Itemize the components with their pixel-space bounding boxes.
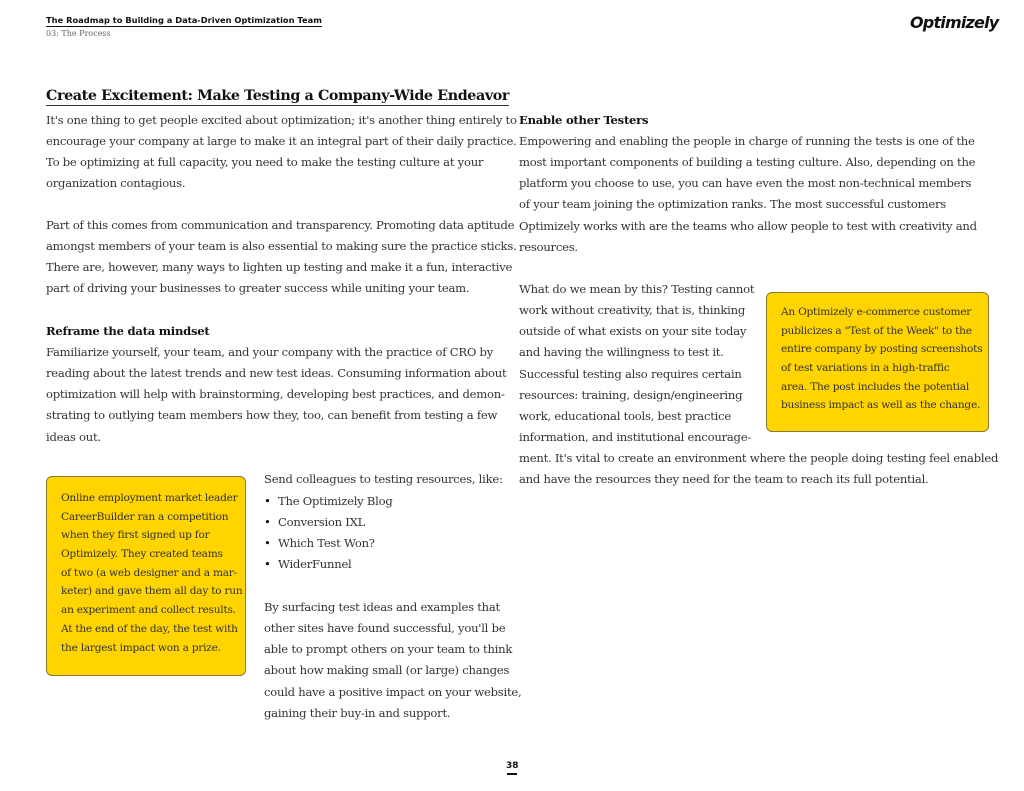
text-line: when they first signed up for (61, 529, 210, 542)
page-heading: Create Excitement: Make Testing a Company-Wide Endeavor (46, 88, 510, 104)
page-number: 38 (506, 761, 519, 771)
text-line: business impact as well as the change. (781, 399, 981, 412)
resource-item: • Conversion IXL (264, 512, 393, 533)
resource-item: • Which Test Won? (264, 533, 393, 554)
text-line: Online employment market leader (61, 492, 238, 504)
careerbuilder-callout (46, 476, 246, 676)
middle-paragraph (264, 597, 521, 724)
left-paragraph-1 (46, 110, 517, 195)
text-line: resources. (519, 239, 578, 254)
text-line: part of driving your businesses to greater success while uniting your team. (46, 281, 470, 296)
text-line: There are, however, many ways to lighten up testing and make it a fun, interactive (46, 260, 513, 275)
text-line: most important components of building a testing culture. Also, depending on the (519, 155, 976, 170)
callout-text (61, 489, 242, 657)
subheading-enable-testers: Enable other Testers (519, 113, 649, 127)
text-line: amongst members of your team is also essential to making sure the practice sticks. (46, 239, 517, 254)
text-line: resources: training, design/engineering (519, 387, 743, 402)
text-line: strating to outlying team members how they, too, can benefit from testing a few (46, 408, 498, 423)
text-line: other sites have found successful, you'll be (264, 621, 506, 636)
text-line: reading about the latest trends and new test ideas. Consuming information about (46, 366, 507, 381)
text-line: ideas out. (46, 429, 101, 444)
resource-item: • The Optimizely Blog (264, 491, 393, 512)
text-line: Optimizely. They created teams (61, 548, 223, 561)
text-line: Empowering and enabling the people in charge of running the tests is one of the (519, 134, 975, 148)
text-line: To be optimizing at full capacity, you need to make the testing culture at your (46, 155, 484, 170)
text-line: and having the willingness to test it. (519, 345, 724, 360)
text-line: entire company by posting screenshots (781, 343, 983, 356)
text-line: Optimizely works with are the teams who allow people to test with creativity and (519, 218, 977, 233)
text-line: work without creativity, that is, thinking (519, 303, 746, 318)
text-line: publicizes a "Test of the Week" to the (781, 324, 972, 337)
right-paragraph-1 (519, 131, 977, 258)
text-line: ment. It's vital to create an environment where the people doing testing feel enabled (519, 451, 999, 466)
callout-text (781, 303, 982, 415)
ecommerce-callout (766, 292, 989, 432)
text-line: the largest impact won a prize. (61, 641, 221, 654)
text-line: outside of what exists on your site today (519, 324, 747, 339)
text-line: At the end of the day, the test with (61, 622, 238, 635)
text-line: area. The post includes the potential (781, 380, 969, 393)
resources-list (264, 491, 393, 576)
text-line: able to prompt others on your team to think (264, 642, 513, 657)
text-line: information, and institutional encourage- (519, 429, 751, 444)
text-line: Familiarize yourself, your team, and your company with the practice of CRO by (46, 345, 494, 359)
resource-item: • WiderFunnel (264, 554, 393, 575)
text-line: of your team joining the optimization ranks. The most successful customers (519, 197, 946, 212)
text-line: optimization will help with brainstorming, developing best practices, and demon- (46, 387, 505, 402)
section-label: 03: The Process (46, 29, 111, 38)
left-paragraph-3 (46, 342, 506, 448)
text-line: an experiment and collect results. (61, 604, 236, 617)
text-line: work, educational tools, best practice (519, 408, 731, 423)
text-line: Successful testing also requires certain (519, 366, 742, 381)
document-title: The Roadmap to Building a Data-Driven Optimization Team (46, 15, 322, 25)
text-line: could have a positive impact on your website, (264, 684, 522, 699)
text-line: keter) and gave them all day to run (61, 585, 243, 598)
left-paragraph-2 (46, 215, 516, 300)
text-line: platform you choose to use, you can have even the most non-technical members (519, 176, 972, 191)
text-line: gaining their buy-in and support. (264, 705, 451, 720)
text-line: Part of this comes from communication and transparency. Promoting data aptitude (46, 218, 515, 232)
text-line: What do we mean by this? Testing cannot (519, 282, 755, 296)
text-line: An Optimizely e-commerce customer (781, 306, 972, 318)
text-line: and have the resources they need for the team to reach its full potential. (519, 472, 929, 487)
subheading-reframe: Reframe the data mindset (46, 324, 210, 338)
text-line: encourage your company at large to make it an integral part of their daily practice. (46, 134, 517, 149)
text-line: It's one thing to get people excited about optimization; it's another thing entirely to (46, 113, 517, 127)
text-line: organization contagious. (46, 176, 186, 191)
text-line: of test variations in a high-traffic (781, 362, 950, 375)
text-line: about how making small (or large) changes (264, 663, 510, 678)
text-line: of two (a web designer and a mar- (61, 566, 237, 579)
text-line: By surfacing test ideas and examples that (264, 600, 500, 614)
page-number-underline (507, 773, 517, 775)
resources-intro: Send colleagues to testing resources, like: (264, 472, 503, 486)
text-line: CareerBuilder ran a competition (61, 510, 229, 523)
optimizely-logo: Optimizely (910, 13, 999, 32)
